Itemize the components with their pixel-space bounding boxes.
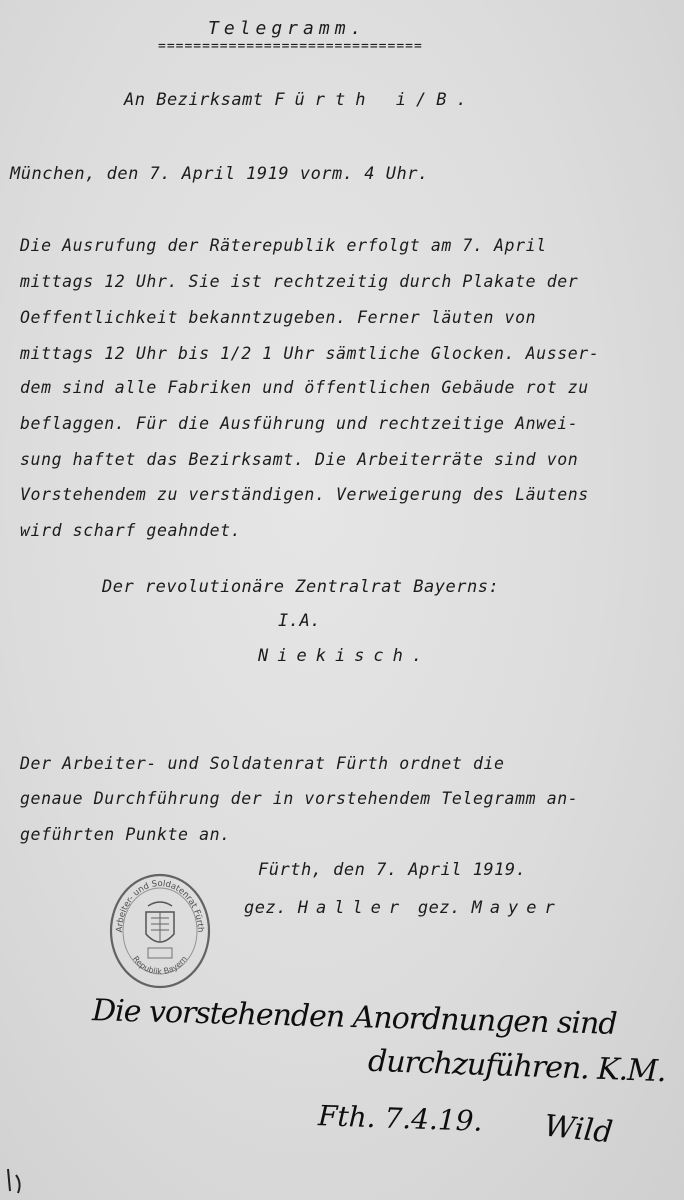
handwritten-signature: Wild xyxy=(542,1108,615,1151)
handwritten-annotation-date: Fth. 7.4.19. xyxy=(317,1099,484,1138)
date-furth: Fürth, den 7. April 1919. xyxy=(258,860,527,880)
body-line: Vorstehendem zu verständigen. Verweigerung des Läutens xyxy=(20,485,589,504)
endorsement-line: genaue Durchführung der in vorstehendem Telegramm an- xyxy=(20,789,579,808)
dateline: München, den 7. April 1919 vorm. 4 Uhr. xyxy=(10,164,429,184)
body-line: Die Ausrufung der Räterepublik erfolgt am 7. April xyxy=(20,236,547,255)
signer1-name: Haller xyxy=(297,898,408,918)
body-line: sung haftet das Bezirksamt. Die Arbeiterräte sind von xyxy=(20,450,579,469)
stamp-text-top: Arbeiter- und Soldatenrat Fürth xyxy=(114,878,206,933)
signer2-name: Mayer xyxy=(471,898,563,918)
signature-ia: I.A. xyxy=(278,611,321,631)
body-line: wird scharf geahndet. xyxy=(20,521,242,540)
telegram-title: Telegramm. xyxy=(208,18,367,39)
body-line: mittags 12 Uhr bis 1/2 1 Uhr sämtliche Glocken. Ausser- xyxy=(20,344,600,363)
body-line: dem sind alle Fabriken und öffentlichen Gebäude rot zu xyxy=(20,378,589,397)
stamp-text-bottom: Republik Bayern xyxy=(130,954,190,977)
endorsement-line: Der Arbeiter- und Soldatenrat Fürth ordnet die xyxy=(20,754,505,773)
body-line: Oeffentlichkeit bekanntzugeben. Ferner läuten von xyxy=(20,308,537,327)
addressee xyxy=(124,92,477,109)
body-line: beflaggen. Für die Ausführung und rechtzeitige Anwei- xyxy=(20,414,579,433)
title-underline: ============================== xyxy=(158,39,423,54)
addressee-city: Fürth i/B. xyxy=(274,90,477,110)
handwritten-annotation-line-1: Die vorstehenden Anordnungen sind xyxy=(91,993,617,1042)
signer1-prefix: gez. xyxy=(244,898,287,918)
signature-name: Niekisch. xyxy=(258,646,432,666)
signer2-prefix: gez. xyxy=(417,898,461,918)
signature-organization: Der revolutionäre Zentralrat Bayerns: xyxy=(102,577,500,597)
coat-of-arms-icon xyxy=(146,902,174,942)
official-stamp xyxy=(108,872,212,990)
body-line: mittags 12 Uhr. Sie ist rechtzeitig durch Plakate der xyxy=(20,272,579,291)
handwritten-annotation-line-2: durchzuführen. K.M. xyxy=(367,1043,667,1090)
endorsement-line: geführten Punkte an. xyxy=(20,825,231,844)
pen-mark-icon xyxy=(4,1165,28,1195)
addressee-prefix: An Bezirksamt xyxy=(124,90,264,110)
signers xyxy=(244,900,563,917)
